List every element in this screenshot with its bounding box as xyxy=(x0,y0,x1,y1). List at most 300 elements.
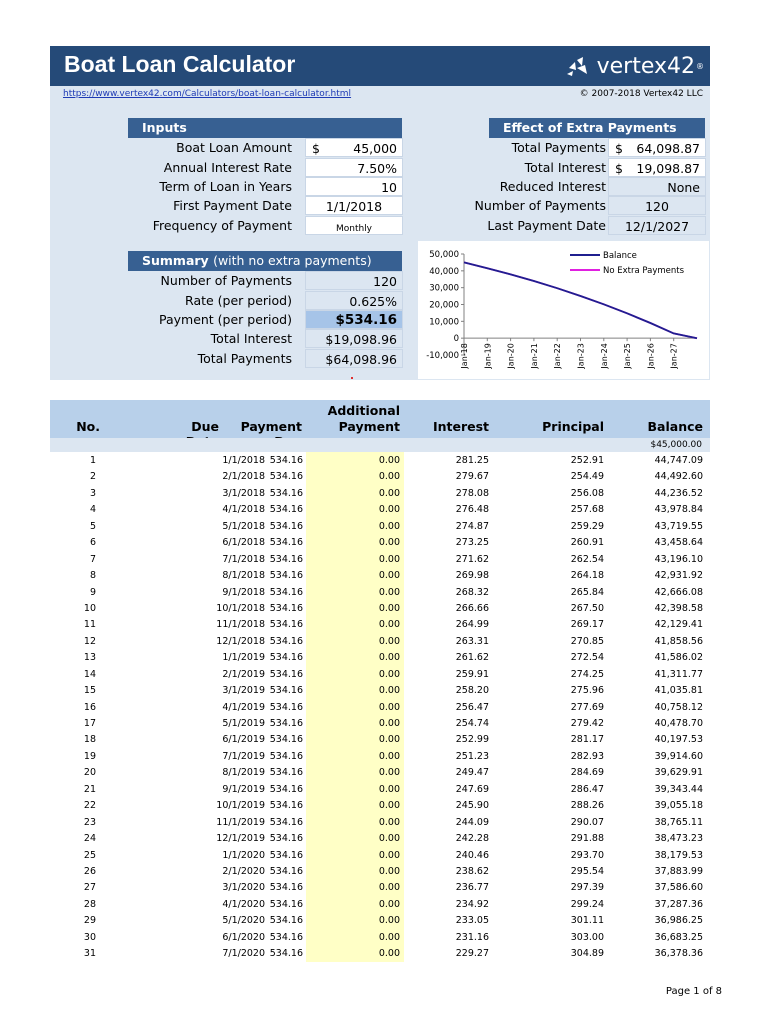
payment-due: 534.16 xyxy=(269,718,303,729)
additional-payment[interactable]: 0.00 xyxy=(378,865,400,877)
interest: 252.99 xyxy=(455,734,489,746)
balance: 36,683.25 xyxy=(654,931,703,943)
row-number: 31 xyxy=(83,948,96,960)
due-date: 7/1/2018 xyxy=(222,553,265,565)
principal: 301.11 xyxy=(570,915,604,927)
due-date: 6/1/2019 xyxy=(222,734,265,746)
table-row xyxy=(50,831,710,847)
legend-label: No Extra Payments xyxy=(603,266,685,276)
extra-last-payment-text: 12/1/2027 xyxy=(624,219,690,234)
principal: 254.49 xyxy=(570,471,604,483)
balance: 37,883.99 xyxy=(654,865,703,877)
schedule-header xyxy=(50,400,710,438)
additional-payment[interactable]: 0.00 xyxy=(378,602,400,614)
payment-due: 534.16 xyxy=(269,865,303,877)
due-date: 1/1/2020 xyxy=(222,849,265,861)
payment-due: 534.16 xyxy=(269,537,303,549)
payment-due: 534.16 xyxy=(269,602,303,614)
row-number: 9 xyxy=(89,586,96,598)
row-number: 7 xyxy=(89,553,96,565)
interest: 268.32 xyxy=(455,586,489,598)
balance: 43,978.84 xyxy=(654,504,703,516)
table-row xyxy=(50,946,710,962)
interest: 258.20 xyxy=(455,685,489,697)
summary-header-note: (with no extra payments) xyxy=(213,253,372,268)
due-date: 3/1/2019 xyxy=(222,685,265,697)
summary-label: Payment (per period) xyxy=(158,312,292,327)
table-row xyxy=(50,913,710,929)
due-date: 9/1/2019 xyxy=(222,783,265,795)
currency-symbol: $ xyxy=(312,141,320,156)
logo-text: vertex42 xyxy=(596,53,695,79)
row-number: 8 xyxy=(89,570,96,582)
extra-label: Last Payment Date xyxy=(487,218,606,233)
due-date: 5/1/2020 xyxy=(222,915,265,927)
balance: 37,287.36 xyxy=(654,898,703,910)
x-tick-label: Jan-25 xyxy=(623,343,633,369)
balance: 39,055.18 xyxy=(654,800,703,812)
row-number: 27 xyxy=(83,882,96,894)
table-row xyxy=(50,700,710,716)
row-number: 17 xyxy=(83,718,96,729)
extra-number-payments-row xyxy=(0,196,768,215)
table-row xyxy=(50,650,710,666)
balance: 39,629.91 xyxy=(654,767,703,779)
balance: 44,492.60 xyxy=(654,471,703,483)
table-row xyxy=(50,568,710,584)
principal: 303.00 xyxy=(570,931,604,943)
x-tick-label: Jan-23 xyxy=(576,343,586,369)
x-tick-label: Jan-20 xyxy=(506,343,516,369)
summary-header xyxy=(128,251,402,271)
interest: 229.27 xyxy=(455,948,489,960)
y-tick-label: 30,000 xyxy=(429,283,459,294)
summary-number-payments-value xyxy=(305,271,403,290)
due-date: 1/1/2019 xyxy=(222,652,265,664)
row-number: 5 xyxy=(89,520,96,532)
table-row xyxy=(50,519,710,535)
payment-due: 534.16 xyxy=(269,455,303,466)
balance: 44,747.09 xyxy=(654,455,703,466)
interest: 249.47 xyxy=(455,767,489,779)
table-row xyxy=(50,453,710,469)
input-label: Frequency of Payment xyxy=(152,218,292,233)
row-number: 25 xyxy=(83,849,96,861)
balance: 38,765.11 xyxy=(654,816,703,828)
principal: 256.08 xyxy=(570,487,604,499)
principal: 264.18 xyxy=(570,570,604,582)
row-number: 30 xyxy=(83,931,96,943)
copyright-text: © 2007-2018 Vertex42 LLC xyxy=(579,89,703,99)
extra-label: Total Payments xyxy=(511,140,606,155)
principal: 286.47 xyxy=(570,783,604,795)
interest: 269.98 xyxy=(455,570,489,582)
payment-due: 534.16 xyxy=(269,882,303,894)
balance: 42,129.41 xyxy=(654,619,703,631)
balance: 42,398.58 xyxy=(654,602,703,614)
payment-due: 534.16 xyxy=(269,487,303,499)
interest: 263.31 xyxy=(455,635,489,647)
principal: 262.54 xyxy=(570,553,604,565)
principal: 288.26 xyxy=(570,800,604,812)
interest: 240.46 xyxy=(455,849,489,861)
row-number: 19 xyxy=(83,750,96,762)
x-tick-label: Jan-24 xyxy=(599,343,609,369)
due-date: 4/1/2018 xyxy=(222,504,265,516)
starting-balance: $45,000.00 xyxy=(650,440,702,450)
interest: 242.28 xyxy=(455,833,489,845)
loan-amount-value: 45,000 xyxy=(353,141,397,156)
payment-due: 534.16 xyxy=(269,849,303,861)
additional-payment[interactable]: 0.00 xyxy=(378,685,400,697)
table-row xyxy=(50,617,710,633)
interest: 266.66 xyxy=(455,602,489,614)
additional-payment[interactable]: 0.00 xyxy=(378,471,400,483)
table-row xyxy=(50,782,710,798)
due-date: 6/1/2020 xyxy=(222,931,265,943)
payment-due: 534.16 xyxy=(269,668,303,680)
balance: 41,586.02 xyxy=(654,652,703,664)
payment-due: 534.16 xyxy=(269,685,303,697)
x-tick-label: Jan-27 xyxy=(669,343,679,369)
principal: 265.84 xyxy=(570,586,604,598)
extra-last-payment-value xyxy=(608,216,706,235)
y-tick-label: 20,000 xyxy=(429,300,459,311)
x-tick-label: Jan-22 xyxy=(553,343,563,369)
payment-due: 534.16 xyxy=(269,898,303,910)
interest: 244.09 xyxy=(455,816,489,828)
col-header-additional: Additional xyxy=(327,403,400,418)
principal: 270.85 xyxy=(570,635,604,647)
principal: 282.93 xyxy=(570,750,604,762)
due-date: 7/1/2019 xyxy=(222,750,265,762)
col-header-payment: Payment xyxy=(338,419,400,434)
interest: 271.62 xyxy=(455,553,489,565)
due-date: 3/1/2020 xyxy=(222,882,265,894)
payment-due: 534.16 xyxy=(269,570,303,582)
marker-dot xyxy=(351,377,353,379)
due-date: 4/1/2020 xyxy=(222,898,265,910)
due-date: 2/1/2018 xyxy=(222,471,265,483)
additional-payment[interactable]: 0.00 xyxy=(378,750,400,762)
additional-payment[interactable]: 0.00 xyxy=(378,652,400,664)
additional-payment[interactable]: 0.00 xyxy=(378,553,400,565)
page-number: Page 1 of 8 xyxy=(665,986,722,997)
balance: 39,343.44 xyxy=(654,783,703,795)
additional-payment[interactable]: 0.00 xyxy=(378,455,400,466)
extra-reduced-interest-row xyxy=(0,177,768,196)
payment-due: 534.16 xyxy=(269,619,303,631)
balance: 36,986.25 xyxy=(654,915,703,927)
table-row xyxy=(50,585,710,601)
principal: 299.24 xyxy=(570,898,604,910)
row-number: 14 xyxy=(83,668,96,680)
interest: 276.48 xyxy=(455,504,489,516)
y-tick-label: -10,000 xyxy=(426,351,459,361)
x-tick-label: Jan-26 xyxy=(646,343,656,369)
due-date: 5/1/2019 xyxy=(222,718,265,729)
due-date: 8/1/2019 xyxy=(222,767,265,779)
first-payment-date-value: 1/1/2018 xyxy=(325,199,383,214)
additional-payment[interactable]: 0.00 xyxy=(378,586,400,598)
row-number: 23 xyxy=(83,816,96,828)
additional-payment[interactable]: 0.00 xyxy=(378,668,400,680)
interest: 233.05 xyxy=(455,915,489,927)
extra-total-interest-text: 19,098.87 xyxy=(636,161,700,176)
additional-payment[interactable]: 0.00 xyxy=(378,504,400,516)
due-date: 9/1/2018 xyxy=(222,586,265,598)
principal: 304.89 xyxy=(570,948,604,960)
table-row xyxy=(50,749,710,765)
due-date: 12/1/2018 xyxy=(216,635,265,647)
payment-due: 534.16 xyxy=(269,750,303,762)
additional-payment[interactable]: 0.00 xyxy=(378,800,400,812)
col-header-payment-due: Payment xyxy=(240,419,302,434)
payment-due: 534.16 xyxy=(269,553,303,565)
principal: 275.96 xyxy=(570,685,604,697)
balance-chart-svg xyxy=(418,241,709,379)
interest-rate-value: 7.50% xyxy=(357,161,397,176)
extra-total-interest-row xyxy=(0,158,768,177)
principal: 272.54 xyxy=(570,652,604,664)
extra-payments-header-label: Effect of Extra Payments xyxy=(503,120,677,135)
balance: 38,179.53 xyxy=(654,849,703,861)
row-number: 10 xyxy=(83,602,96,614)
due-date: 5/1/2018 xyxy=(222,520,265,532)
row-number: 16 xyxy=(83,701,96,713)
balance: 38,473.23 xyxy=(654,833,703,845)
additional-payment[interactable]: 0.00 xyxy=(378,882,400,894)
balance: 41,858.56 xyxy=(654,635,703,647)
table-row xyxy=(50,897,710,913)
y-tick-label: 0 xyxy=(453,334,459,345)
due-date: 4/1/2019 xyxy=(222,701,265,713)
interest: 238.62 xyxy=(455,865,489,877)
input-label: Term of Loan in Years xyxy=(159,179,292,194)
extra-last-payment-row xyxy=(0,216,768,235)
row-number: 29 xyxy=(83,915,96,927)
table-row xyxy=(50,864,710,880)
row-number: 24 xyxy=(83,833,96,845)
payment-due: 534.16 xyxy=(269,504,303,516)
table-row xyxy=(50,552,710,568)
payment-frequency-value: Monthly xyxy=(335,224,373,234)
additional-payment[interactable]: 0.00 xyxy=(378,931,400,943)
payment-due: 534.16 xyxy=(269,635,303,647)
additional-payment[interactable]: 0.00 xyxy=(378,619,400,631)
y-tick-label: 40,000 xyxy=(429,266,459,277)
interest: 254.74 xyxy=(455,718,489,729)
table-row xyxy=(50,815,710,831)
payment-due: 534.16 xyxy=(269,586,303,598)
additional-payment[interactable]: 0.00 xyxy=(378,701,400,713)
payment-due: 534.16 xyxy=(269,931,303,943)
row-number: 2 xyxy=(89,471,96,483)
interest: 231.16 xyxy=(455,931,489,943)
due-date: 11/1/2019 xyxy=(216,816,265,828)
due-date: 8/1/2018 xyxy=(222,570,265,582)
principal: 269.17 xyxy=(570,619,604,631)
summary-value-text: $64,098.96 xyxy=(325,352,397,367)
currency-symbol: $ xyxy=(615,161,623,176)
payment-due: 534.16 xyxy=(269,816,303,828)
source-link[interactable]: https://www.vertex42.com/Calculators/boat-loan-calculator.html xyxy=(63,89,352,99)
balance: 41,035.81 xyxy=(654,685,703,697)
interest: 234.92 xyxy=(455,898,489,910)
additional-payment[interactable]: 0.00 xyxy=(378,520,400,532)
col-header-due-date: Due xyxy=(191,419,219,434)
col-header-balance: Balance xyxy=(647,419,703,434)
principal: 295.54 xyxy=(570,865,604,877)
extra-label: Total Interest xyxy=(524,160,606,175)
payment-due: 534.16 xyxy=(269,833,303,845)
balance: 39,914.60 xyxy=(654,750,703,762)
due-date: 6/1/2018 xyxy=(222,537,265,549)
interest: 279.67 xyxy=(455,471,489,483)
balance-chart xyxy=(418,241,709,379)
additional-payment[interactable]: 0.00 xyxy=(378,718,400,729)
interest: 273.25 xyxy=(455,537,489,549)
y-tick-label: 10,000 xyxy=(429,317,459,328)
summary-total-payments-value xyxy=(305,349,403,368)
extra-number-payments-text: 120 xyxy=(645,199,669,214)
row-number: 21 xyxy=(83,783,96,795)
due-date: 2/1/2020 xyxy=(222,865,265,877)
row-number: 1 xyxy=(89,455,96,466)
due-date: 3/1/2018 xyxy=(222,487,265,499)
interest: 259.91 xyxy=(455,668,489,680)
starting-balance-row xyxy=(50,438,710,452)
due-date: 12/1/2019 xyxy=(216,833,265,845)
extra-total-payments-row xyxy=(0,138,768,157)
principal: 293.70 xyxy=(570,849,604,861)
additional-payment[interactable]: 0.00 xyxy=(378,570,400,582)
row-number: 15 xyxy=(83,685,96,697)
x-tick-label: Jan-21 xyxy=(529,343,539,369)
x-tick-label: Jan-18 xyxy=(460,343,469,369)
loan-term-value: 10 xyxy=(381,180,397,195)
title-banner xyxy=(50,46,710,86)
principal: 267.50 xyxy=(570,602,604,614)
summary-value-text: 0.625% xyxy=(349,294,397,309)
interest: 278.08 xyxy=(455,487,489,499)
summary-label: Total Interest xyxy=(210,331,292,346)
payment-due: 534.16 xyxy=(269,800,303,812)
inputs-header-label: Inputs xyxy=(142,120,187,135)
table-row xyxy=(50,502,710,518)
payment-due: 534.16 xyxy=(269,767,303,779)
summary-value-text: $534.16 xyxy=(335,312,397,328)
y-tick-label: 50,000 xyxy=(429,250,459,260)
interest: 281.25 xyxy=(455,455,489,466)
additional-payment[interactable]: 0.00 xyxy=(378,783,400,795)
table-row xyxy=(50,930,710,946)
additional-payment[interactable]: 0.00 xyxy=(378,487,400,499)
additional-payment[interactable]: 0.00 xyxy=(378,849,400,861)
interest: 264.99 xyxy=(455,619,489,631)
due-date: 7/1/2020 xyxy=(222,948,265,960)
additional-payment[interactable]: 0.00 xyxy=(378,767,400,779)
currency-symbol: $ xyxy=(615,141,623,156)
logo-trademark: ® xyxy=(696,61,704,71)
extra-total-payments-value xyxy=(608,138,706,157)
balance: 43,458.64 xyxy=(654,537,703,549)
row-number: 3 xyxy=(89,487,96,499)
interest: 261.62 xyxy=(455,652,489,664)
principal: 284.69 xyxy=(570,767,604,779)
summary-payment-value xyxy=(305,310,403,329)
additional-payment[interactable]: 0.00 xyxy=(378,898,400,910)
balance: 42,931.92 xyxy=(654,570,703,582)
additional-payment[interactable]: 0.00 xyxy=(378,915,400,927)
extra-number-payments-value xyxy=(608,196,706,215)
col-header-principal: Principal xyxy=(542,419,604,434)
interest: 274.87 xyxy=(455,520,489,532)
input-label: Annual Interest Rate xyxy=(163,160,292,175)
due-date: 1/1/2018 xyxy=(222,455,265,466)
table-row xyxy=(50,667,710,683)
payment-due: 534.16 xyxy=(269,915,303,927)
payment-due: 534.16 xyxy=(269,471,303,483)
table-row xyxy=(50,683,710,699)
additional-payment[interactable]: 0.00 xyxy=(378,816,400,828)
principal: 291.88 xyxy=(570,833,604,845)
extra-label: Reduced Interest xyxy=(499,179,606,194)
vertex42-logo-icon xyxy=(567,56,591,76)
row-number: 20 xyxy=(83,767,96,779)
extra-reduced-interest-text: None xyxy=(667,180,700,195)
additional-payment[interactable]: 0.00 xyxy=(378,537,400,549)
row-number: 4 xyxy=(89,504,96,516)
interest: 245.90 xyxy=(455,800,489,812)
row-number: 26 xyxy=(83,865,96,877)
additional-payment[interactable]: 0.00 xyxy=(378,635,400,647)
table-row xyxy=(50,486,710,502)
due-date: 10/1/2019 xyxy=(216,800,265,812)
summary-total-interest-value xyxy=(305,329,403,348)
row-number: 13 xyxy=(83,652,96,664)
principal: 252.91 xyxy=(570,455,604,466)
input-label: Boat Loan Amount xyxy=(176,140,292,155)
balance: 40,478.70 xyxy=(654,718,703,729)
table-row xyxy=(50,601,710,617)
payment-due: 534.16 xyxy=(269,701,303,713)
vertex42-logo xyxy=(567,52,704,80)
payment-due: 534.16 xyxy=(269,783,303,795)
additional-payment[interactable]: 0.00 xyxy=(378,734,400,746)
summary-label: Total Payments xyxy=(197,351,292,366)
row-number: 18 xyxy=(83,734,96,746)
col-header-interest: Interest xyxy=(432,419,489,434)
input-label: First Payment Date xyxy=(173,198,292,213)
extra-reduced-interest-value xyxy=(608,177,706,196)
additional-payment[interactable]: 0.00 xyxy=(378,948,400,960)
table-row xyxy=(50,765,710,781)
table-row xyxy=(50,469,710,485)
payment-due: 534.16 xyxy=(269,652,303,664)
principal: 277.69 xyxy=(570,701,604,713)
table-row xyxy=(50,732,710,748)
table-row xyxy=(50,535,710,551)
payment-due: 534.16 xyxy=(269,948,303,960)
summary-label: Number of Payments xyxy=(160,273,292,288)
additional-payment[interactable]: 0.00 xyxy=(378,833,400,845)
summary-header-label: Summary xyxy=(142,253,209,268)
extra-total-payments-text: 64,098.87 xyxy=(636,141,700,156)
table-row xyxy=(50,716,710,732)
principal: 279.42 xyxy=(570,718,604,729)
interest: 236.77 xyxy=(455,882,489,894)
